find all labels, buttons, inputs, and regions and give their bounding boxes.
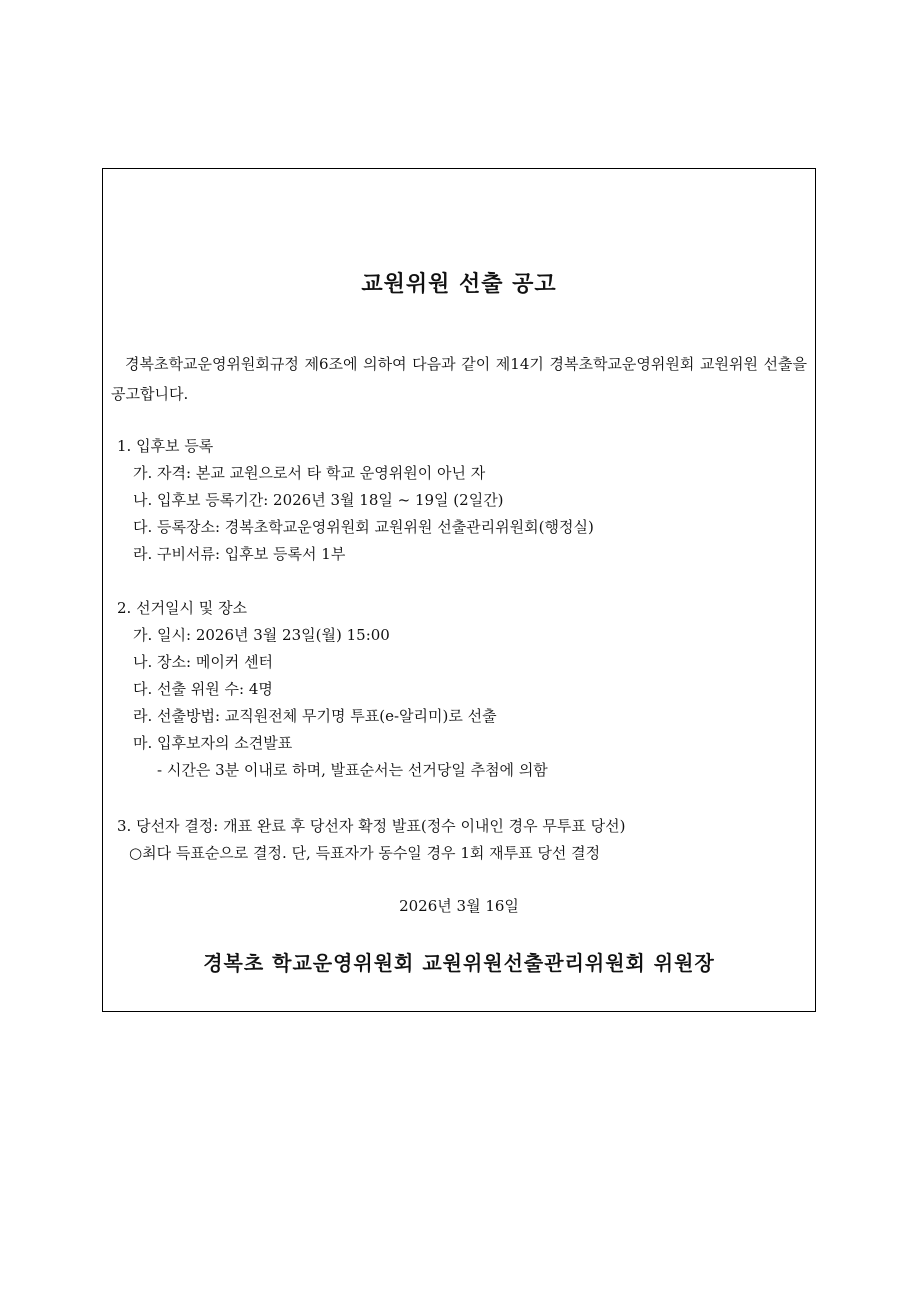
section-1-item-location: 다. 등록장소: 경복초학교운영위원회 교원위원 선출관리위원회(행정실) bbox=[133, 518, 594, 536]
notice-box bbox=[102, 168, 816, 1012]
intro-paragraph: 경복초학교운영위원회규정 제6조에 의하여 다음과 같이 제14기 경복초학교운영위원회 교원위원 선출을 공고합니다. bbox=[111, 355, 807, 403]
section-1-item-period: 나. 입후보 등록기간: 2026년 3월 18일 ~ 19일 (2일간) bbox=[133, 491, 504, 509]
signature: 경복초 학교운영위원회 교원위원선출관리위원회 위원장 bbox=[203, 951, 715, 975]
section-3-note: ○최다 득표순으로 결정. 단, 득표자가 동수일 경우 1회 재투표 당선 결정 bbox=[129, 844, 601, 862]
section-2-item-datetime: 가. 일시: 2026년 3월 23일(월) 15:00 bbox=[133, 626, 390, 644]
notice-date: 2026년 3월 16일 bbox=[399, 897, 519, 915]
notice-title: 교원위원 선출 공고 bbox=[361, 271, 557, 297]
section-1-heading: 1. 입후보 등록 bbox=[117, 437, 214, 455]
section-1-item-documents: 라. 구비서류: 입후보 등록서 1부 bbox=[133, 545, 346, 563]
section-2-heading: 2. 선거일시 및 장소 bbox=[117, 599, 248, 617]
section-3-heading: 3. 당선자 결정: 개표 완료 후 당선자 확정 발표(정수 이내인 경우 무투표 당선) bbox=[117, 817, 626, 835]
section-2-item-place: 나. 장소: 메이커 센터 bbox=[133, 653, 274, 671]
section-2-sub-note: - 시간은 3분 이내로 하며, 발표순서는 선거당일 추첨에 의함 bbox=[157, 761, 548, 779]
section-2-item-count: 다. 선출 위원 수: 4명 bbox=[133, 680, 273, 698]
section-2-item-method: 라. 선출방법: 교직원전체 무기명 투표(e-알리미)로 선출 bbox=[133, 707, 497, 725]
section-1-item-qualification: 가. 자격: 본교 교원으로서 타 학교 운영위원이 아닌 자 bbox=[133, 464, 486, 482]
section-2-item-speech: 마. 입후보자의 소견발표 bbox=[133, 734, 293, 752]
